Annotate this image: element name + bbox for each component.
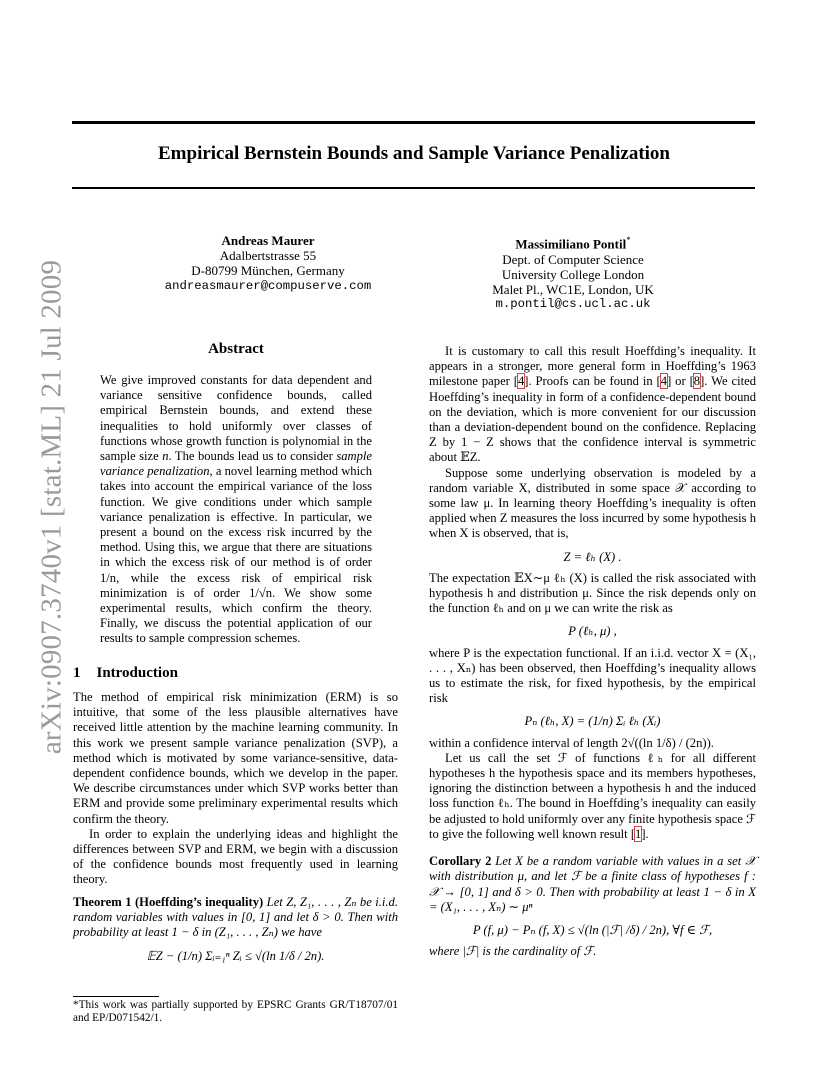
citation-link[interactable]: 8 xyxy=(693,374,701,389)
paragraph: The expectation 𝔼X∼μ ℓₕ (X) is called the risk associated with hypothesis h and distribution μ. Since the risk depends only on the function ℓₕ and on μ we can write the risk as xyxy=(429,570,756,616)
corollary-2 xyxy=(429,854,756,959)
citation-link[interactable]: 4 xyxy=(660,374,668,389)
title-rule-bottom xyxy=(72,187,755,189)
paragraph: It is customary to call this result Hoeffding’s inequality. It appears in a stronger, more general form in Hoeffding’s 1963 milestone paper [4]. Proofs can be found in [4] or [8]. We cited Hoeffding’s inequality in form of a confidence-dependent bound on the deviation, which is more convenient for our discussion than a deviation-dependent bound on the confidence. Replacing Z by 1 − Z shows that the confidence interval is symmetric about 𝔼Z. xyxy=(429,344,756,465)
author-name: Andreas Maurer xyxy=(221,233,315,248)
author-address-line: Malet Pl., WC1E, London, UK xyxy=(492,281,654,297)
equation: P (ℓₕ, μ) , xyxy=(568,624,617,639)
equation: Z = ℓₕ (X) . xyxy=(563,549,622,564)
theorem-text: Let Z, Z₁, . . . , Zₙ be i.i.d. random variables with values in [0, 1] and let δ > 0. Then with probability at least 1 − δ in (Z₁, . . . , Zₙ) we have xyxy=(73,895,398,940)
paragraph: where P is the expectation functional. If an i.i.d. vector X = (X₁, . . . , Xₙ) has been observed, then Hoeffding’s inequality allows us to estimate the risk, for fixed hypothesis, by the empirical risk xyxy=(429,645,756,706)
author-email[interactable]: m.pontil@cs.ucl.ac.uk xyxy=(495,297,651,312)
section-title: Introduction xyxy=(96,665,178,681)
citation-link[interactable]: 4 xyxy=(517,374,525,389)
right-column xyxy=(429,344,756,959)
section-number: 1 xyxy=(73,665,81,681)
paper-title: Empirical Bernstein Bounds and Sample Variance Penalization xyxy=(158,143,670,164)
introduction-body xyxy=(73,690,398,888)
abstract-heading: Abstract xyxy=(208,341,264,357)
arxiv-stamp[interactable]: arXiv:0907.3740v1 [stat.ML] 21 Jul 2009 xyxy=(35,259,68,755)
theorem-label: Theorem 1 (Hoeffding’s inequality) xyxy=(73,895,264,909)
author-block-2 xyxy=(423,233,723,312)
author-address-line: Dept. of Computer Science xyxy=(502,251,644,267)
title-rule-top xyxy=(72,121,755,124)
theorem-1 xyxy=(73,895,398,970)
paragraph: Suppose some underlying observation is modeled by a random variable X, distributed in some space 𝒳 according to some law μ. In learning theory Hoeffding’s inequality is often applied when Z measures the loss incurred by some hypothesis h when X is observed, that is, xyxy=(429,465,756,541)
paragraph: within a confidence interval of length 2√((ln 1/δ) / (2n)). xyxy=(429,735,714,750)
author-block-1 xyxy=(118,233,418,294)
author-address-line: University College London xyxy=(501,266,645,282)
paragraph: where |ℱ| is the cardinality of ℱ. xyxy=(429,944,597,959)
author-address-line: D-80799 München, Germany xyxy=(191,263,345,279)
equation: Pₙ (ℓₕ, X) = (1/n) Σᵢ ℓₕ (Xᵢ) xyxy=(524,714,661,729)
author-address-line: Adalbertstrasse 55 xyxy=(219,248,317,264)
corollary-label: Corollary 2 xyxy=(429,854,492,869)
paragraph: The method of empirical risk minimization (ERM) is so intuitive, that some of the less plausible alternatives have received little attention by the machine learning community. In this work we present sample variance penalization (SVP), a method which is motivated by some variance-sensitive, data-dependent confidence bounds, which we develop in the paper. We describe circumstances under which SVP works better than ERM and provide some preliminary experimental results which confirm the theory. xyxy=(73,690,398,826)
author-name: Massimiliano Pontil xyxy=(515,236,627,252)
theorem-equation: 𝔼Z − (1/n) Σᵢ₌₁ⁿ Zᵢ ≤ √(ln 1/δ / 2n). xyxy=(146,948,325,963)
footnote: *This work was partially supported by EPSRC Grants GR/T18707/01 and EP/D071542/1. xyxy=(73,999,398,1025)
paragraph: Let us call the set ℱ of functions ℓₕ for all different hypotheses h the hypothesis space and its members hypotheses, ignoring the distinction between a hypothesis h and the induced loss function ℓₕ. The bound in Hoeffding’s inequality can easily be adjusted to hold uniformly over any finite hypothesis space ℱ to give the following well known result [1]. xyxy=(429,750,756,841)
equation: P (f, μ) − Pₙ (f, X) ≤ √(ln (|ℱ| /δ) / 2n), ∀f ∈ ℱ, xyxy=(472,922,713,937)
corollary-text: Let X be a random variable with values in a set 𝒳 with distribution μ, and let ℱ be a finite class of hypotheses f : 𝒳 → [0, 1] and δ > 0. Then with probability at least 1 − δ in X = (X₁, . . . , Xₙ) ∼ μⁿ xyxy=(429,854,756,914)
citation-link[interactable]: 1 xyxy=(635,826,642,841)
footnote-mark[interactable]: * xyxy=(626,235,631,245)
paragraph: In order to explain the underlying ideas and highlight the differences between SVP and ERM, we begin with a discussion of the confidence bounds most frequently used in learning theory. xyxy=(73,826,398,887)
author-email[interactable]: andreasmaurer@compuserve.com xyxy=(164,278,372,293)
abstract-body: We give improved constants for data dependent and variance sensitive confidence bounds, called empirical Bernstein bounds, and extend these inequalities to hold uniformly over classes of functions whose growth function is polynomial in the sample size n. The bounds lead us to consider sample variance penalization, a novel learning method which takes into account the empirical variance of the loss function. We give conditions under which sample variance penalization is effective. In particular, we present a bound on the excess risk incurred by the method. Using this, we argue that there are situations in which the excess risk of our method is of order 1/n, while the excess risk of empirical risk minimization is of order 1/√n. We show some experimental results, which confirm the theory. Finally, we discuss the potential application of our results to sample compression schemes. xyxy=(100,373,372,646)
section-heading-introduction xyxy=(73,665,194,682)
footnote-rule xyxy=(73,996,159,997)
